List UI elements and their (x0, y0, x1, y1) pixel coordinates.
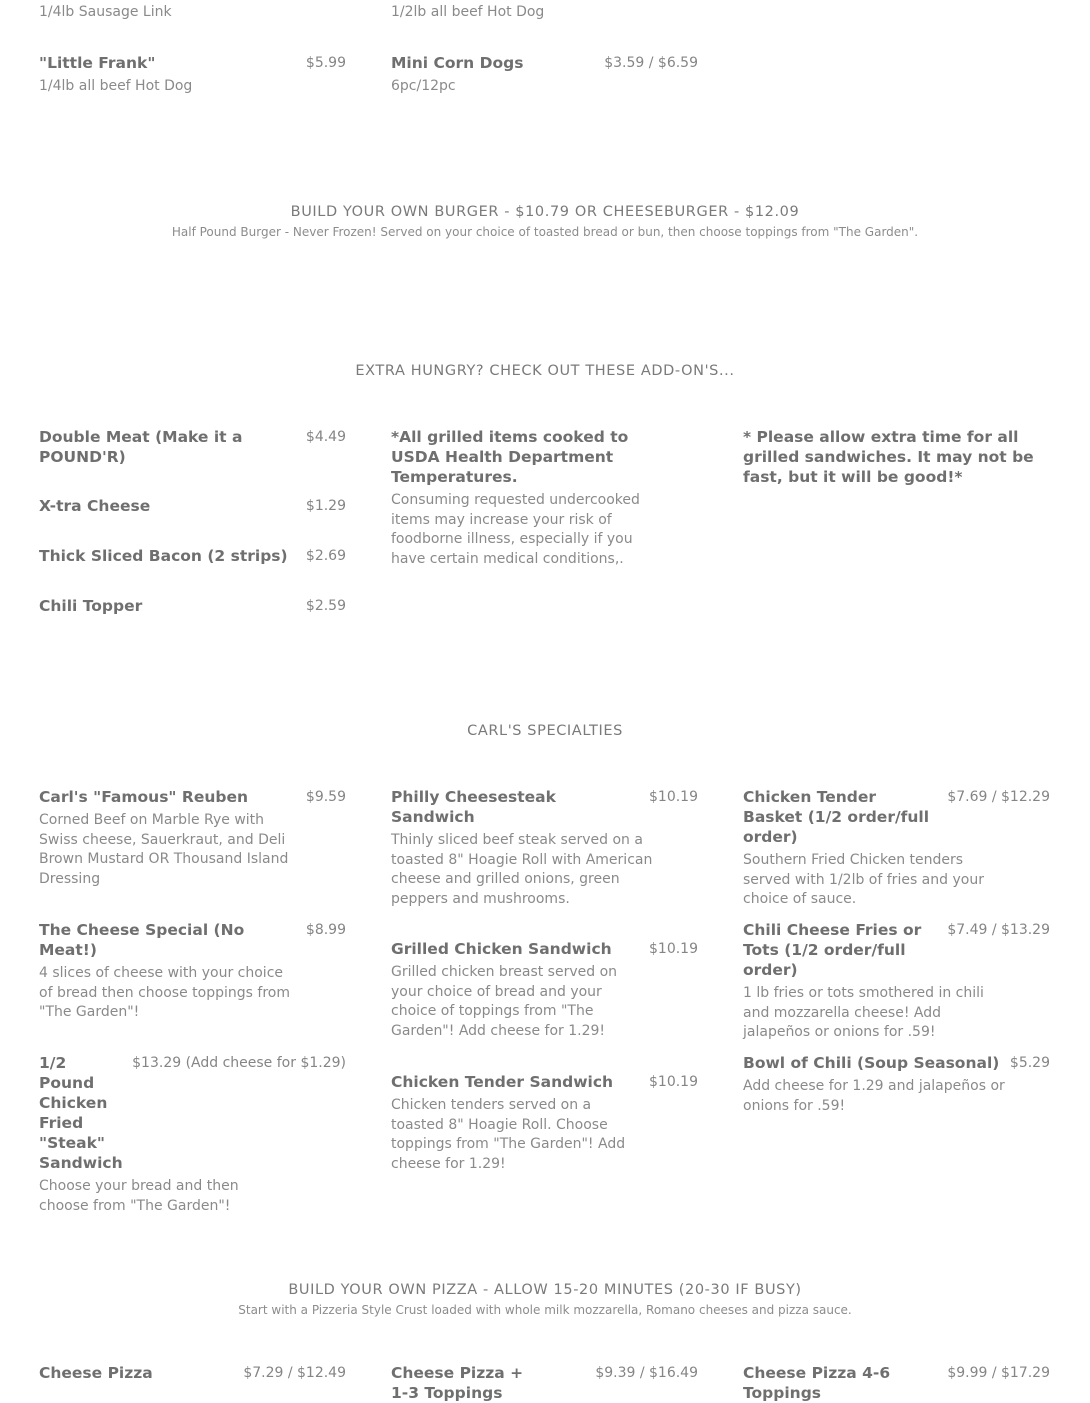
item-name: Cheese Pizza (39, 1364, 153, 1382)
pizza-section-subtitle: Start with a Pizzeria Style Crust loaded with whole milk mozzarella, Romano cheeses and pizza sauce. (238, 1303, 852, 1317)
item-price: $2.69 (305, 548, 346, 564)
hotdog-item (391, 3, 698, 23)
item-name: Cheese Pizza 4-6 Toppings (743, 1364, 891, 1402)
grill-time-note (743, 427, 1043, 487)
burger-section-subtitle: Half Pound Burger - Never Frozen! Served on your choice of toasted bread or bun, then choose toppings from "The Garden". (171, 225, 919, 239)
item-name: Cheese Pizza + 1-3 Toppings (391, 1364, 524, 1402)
item-description: Chicken tenders served on a toasted 8" Hoagie Roll. Choose toppings from "The Garden"! Add cheese for 1.29! (391, 1097, 626, 1172)
item-description: Grilled chicken breast served on your choice of bread and your choice of toppings from "The Garden"! Add cheese for 1.29! (391, 964, 618, 1039)
item-price: $9.99 / $17.29 (947, 1365, 1050, 1381)
item-price: $13.29 (Add cheese for $1.29) (132, 1055, 346, 1071)
item-description: 1/4lb Sausage Link (39, 4, 172, 20)
item-name: The Cheese Special (No Meat!) (39, 921, 245, 959)
menu-item (39, 53, 346, 97)
item-name: Carl's "Famous" Reuben (39, 788, 249, 806)
item-name: X-tra Cheese (39, 497, 151, 515)
item-price: $5.99 (305, 55, 346, 71)
menu-item (39, 787, 346, 889)
addons-section-title: EXTRA HUNGRY? CHECK OUT THESE ADD-ON'S... (355, 363, 735, 379)
item-price: $3.59 / $6.59 (604, 55, 698, 71)
burger-section-title: BUILD YOUR OWN BURGER - $10.79 OR CHEESEBURGER - $12.09 (290, 204, 800, 220)
item-description: Thinly sliced beef steak served on a toasted 8" Hoagie Roll with American cheese and grilled onions, green peppers and mushrooms. (391, 832, 653, 907)
item-description: Choose your bread and then choose from "The Garden"! (39, 1178, 239, 1214)
item-name: 1/2 Pound Chicken Fried "Steak" Sandwich (39, 1054, 123, 1172)
item-name: Chicken Tender Basket (1/2 order/full order) (743, 788, 930, 846)
menu-item (39, 1053, 346, 1216)
item-price: $7.49 / $13.29 (947, 922, 1050, 938)
specialties-section-title: CARL'S SPECIALTIES (467, 723, 623, 739)
item-price: $4.49 (305, 429, 346, 445)
menu-item (743, 787, 1050, 910)
item-description: 6pc/12pc (391, 78, 456, 94)
menu-item (743, 1363, 1050, 1403)
menu-item (39, 496, 346, 516)
item-name: "Little Frank" (39, 54, 156, 72)
menu-item (743, 920, 1050, 1043)
menu-item (391, 939, 698, 1041)
item-name: Double Meat (Make it a POUND'R) (39, 428, 243, 466)
usda-note (391, 427, 686, 569)
menu-item (743, 1053, 1050, 1116)
item-price: $9.59 (305, 789, 346, 805)
item-price: $7.69 / $12.29 (947, 789, 1050, 805)
item-price: $9.39 / $16.49 (595, 1365, 698, 1381)
menu-item (391, 53, 698, 97)
item-name: Bowl of Chili (Soup Seasonal) (743, 1054, 1000, 1072)
menu-item (391, 1363, 698, 1403)
menu-item (39, 427, 346, 467)
item-price: $10.19 (649, 789, 698, 805)
item-description: 1 lb fries or tots smothered in chili and mozzarella cheese! Add jalapeños or onions for .59! (743, 985, 984, 1040)
menu-item (391, 787, 698, 909)
note-title: * Please allow extra time for all grilled sandwiches. It may not be fast, but it will be good!* (743, 428, 1034, 486)
item-price: $10.19 (649, 1074, 698, 1090)
item-name: Chili Topper (39, 597, 143, 615)
note-title: *All grilled items cooked to USDA Health Department Temperatures. (391, 428, 629, 486)
menu-item (39, 546, 346, 566)
item-description: Southern Fried Chicken tenders served with 1/2lb of fries and your choice of sauce. (743, 852, 984, 907)
item-name: Thick Sliced Bacon (2 strips) (39, 547, 288, 565)
item-description: 4 slices of cheese with your choice of bread then choose toppings from "The Garden"! (39, 965, 290, 1020)
item-name: Chicken Tender Sandwich (391, 1073, 614, 1091)
menu-item (391, 1072, 698, 1174)
item-name: Mini Corn Dogs (391, 54, 524, 72)
item-price: $10.19 (649, 941, 698, 957)
item-price: $7.29 / $12.49 (243, 1365, 346, 1381)
item-description: 1/4lb all beef Hot Dog (39, 78, 193, 94)
pizza-section-title: BUILD YOUR OWN PIZZA - ALLOW 15-20 MINUTES (20-30 IF BUSY) (288, 1282, 802, 1298)
menu-item (39, 596, 346, 616)
item-name: Grilled Chicken Sandwich (391, 940, 612, 958)
item-description: Add cheese for 1.29 and jalapeños or onions for .59! (743, 1078, 1005, 1114)
menu-item (39, 1363, 346, 1383)
item-description: Corned Beef on Marble Rye with Swiss cheese, Sauerkraut, and Deli Brown Mustard OR Thousand Island Dressing (39, 812, 289, 887)
sausage-item (39, 3, 346, 23)
item-name: Chili Cheese Fries or Tots (1/2 order/full order) (743, 921, 922, 979)
item-price: $5.29 (1009, 1055, 1050, 1071)
item-description: 1/2lb all beef Hot Dog (391, 4, 545, 20)
item-name: Philly Cheesesteak Sandwich (391, 788, 556, 826)
menu-item (39, 920, 346, 1023)
item-price: $1.29 (305, 498, 346, 514)
note-description: Consuming requested undercooked items may increase your risk of foodborne illness, especially if you have certain medical conditions,. (391, 492, 640, 567)
item-price: $8.99 (305, 922, 346, 938)
item-price: $2.59 (305, 598, 346, 614)
